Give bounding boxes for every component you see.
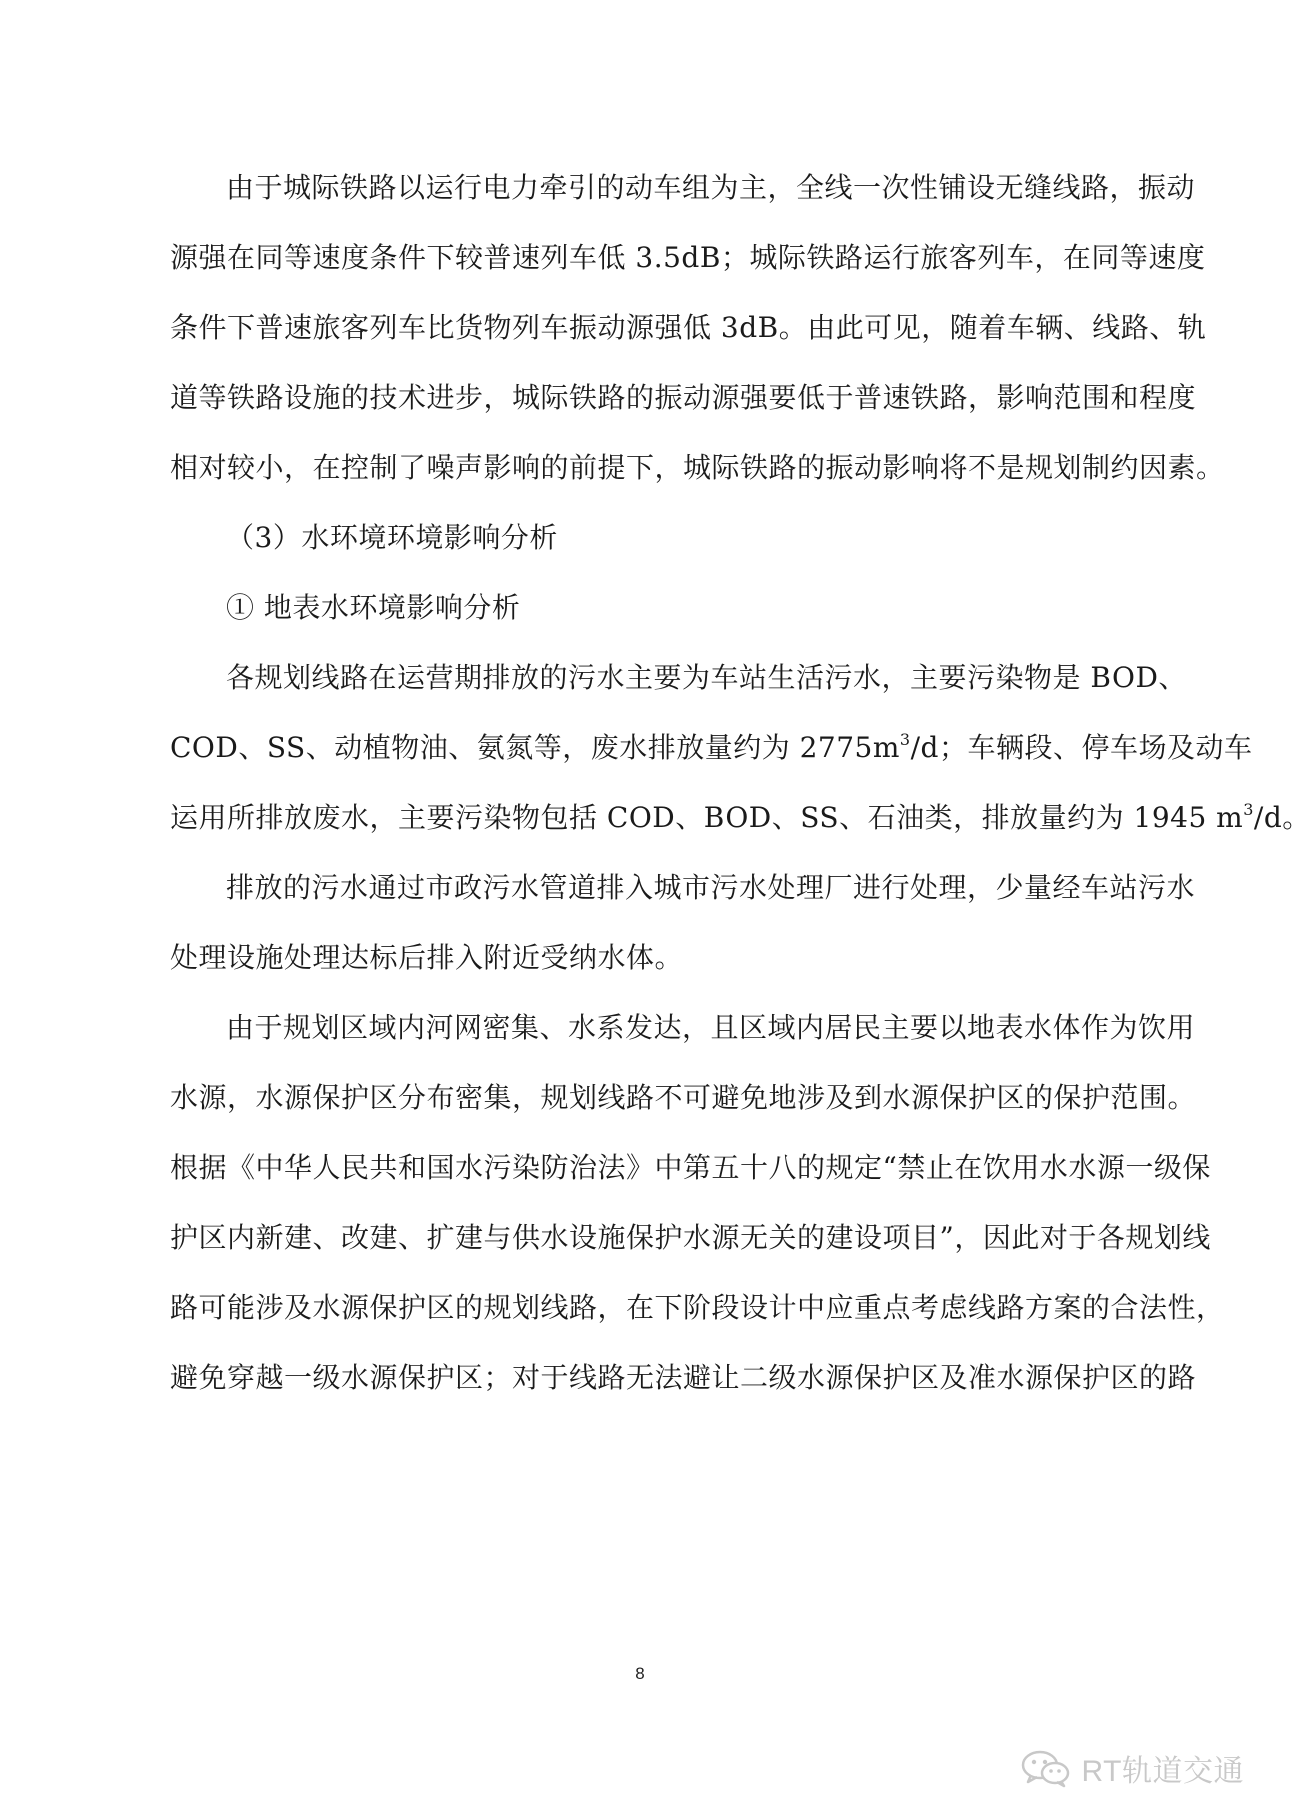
paragraph-line: 源强在同等速度条件下较普速列车低 3.5dB；城际铁路运行旅客列车，在同等速度 xyxy=(170,241,1206,274)
page-number: 8 xyxy=(635,1664,645,1683)
paragraph-line: 由于规划区域内河网密集、水系发达，且区域内居民主要以地表水体作为饮用 xyxy=(226,1011,1196,1044)
paragraph-line: 排放的污水通过市政污水管道排入城市污水处理厂进行处理，少量经车站污水 xyxy=(226,871,1196,904)
paragraph-line: 处理设施处理达标后排入附近受纳水体。 xyxy=(170,941,684,974)
paragraph-line xyxy=(170,728,1253,768)
paragraph-line: 相对较小，在控制了噪声影响的前提下，城际铁路的振动影响将不是规划制约因素。 xyxy=(170,451,1225,484)
paragraph-line: 避免穿越一级水源保护区；对于线路无法避让二级水源保护区及准水源保护区的路 xyxy=(170,1361,1197,1394)
section-heading: （3）水环境环境影响分析 xyxy=(226,521,558,554)
paragraph-line: 条件下普速旅客列车比货物列车振动源强低 3dB。由此可见，随着车辆、线路、轨 xyxy=(170,311,1207,344)
watermark xyxy=(1020,1748,1244,1788)
paragraph-line: 水源，水源保护区分布密集，规划线路不可避免地涉及到水源保护区的保护范围。 xyxy=(170,1081,1197,1114)
paragraph-line: 护区内新建、改建、扩建与供水设施保护水源无关的建设项目”，因此对于各规划线 xyxy=(170,1221,1211,1254)
paragraph-line: 根据《中华人民共和国水污染防治法》中第五十八的规定“禁止在饮用水水源一级保 xyxy=(170,1151,1211,1184)
wechat-icon xyxy=(1020,1748,1072,1788)
paragraph-line: 路可能涉及水源保护区的规划线路，在下阶段设计中应重点考虑线路方案的合法性， xyxy=(170,1291,1225,1324)
paragraph-line: 运用所排放废水，主要污染物包括 COD、BOD、SS、石油类，排放量约为 1945 $m^3/d$。 xyxy=(170,800,1311,834)
watermark-text: RT轨道交通 xyxy=(1081,1755,1244,1788)
paragraph-line: 道等铁路设施的技术进步，城际铁路的振动源强要低于普速铁路，影响范围和程度 xyxy=(170,381,1197,414)
paragraph-line: 由于城际铁路以运行电力牵引的动车组为主，全线一次性铺设无缝线路，振动 xyxy=(226,171,1196,204)
line-text: COD、SS、动植物油、氨氮等，废水排放量约为 $2775m^3$ xyxy=(170,730,911,764)
paragraph-line: 各规划线路在运营期排放的污水主要为车站生活污水，主要污染物是 BOD、 xyxy=(226,661,1187,694)
line-tail: /d；车辆段、停车场及动车 xyxy=(910,731,1253,764)
subsection-heading: ① 地表水环境影响分析 xyxy=(226,591,521,624)
